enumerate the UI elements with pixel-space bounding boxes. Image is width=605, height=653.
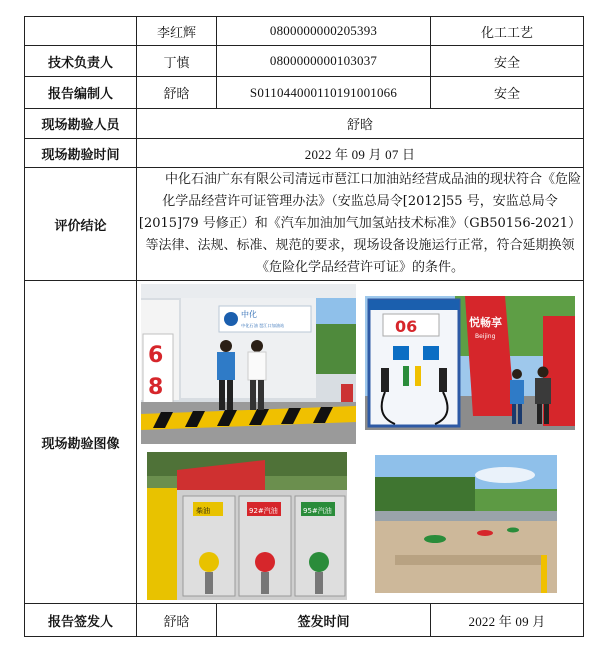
tech-lead-field: 安全 (431, 46, 584, 77)
inspectors-value: 舒晗 (137, 109, 584, 139)
table-row (25, 77, 584, 109)
images-cell (137, 281, 584, 604)
conclusion-label: 评价结论 (25, 168, 137, 281)
images-label: 现场勘验图像 (25, 281, 137, 604)
photo-station-building-image (141, 284, 356, 444)
evaluation-form-table (24, 16, 584, 637)
wall-station-text: 中化石油 琶江口加油站 (241, 323, 285, 328)
price-sign-top: 6 (148, 343, 164, 368)
tech-lead-cert: 0800000000103037 (217, 46, 431, 77)
inspect-time-label: 现场勘验时间 (25, 139, 137, 168)
photo-tank-area-image (375, 455, 557, 593)
compiler-label: 报告编制人 (25, 77, 137, 109)
table-row (25, 17, 584, 46)
table-row (25, 604, 584, 637)
specialty: 化工工艺 (431, 17, 584, 46)
issue-date-label: 签发时间 (217, 604, 431, 637)
cert-number: 0800000000205393 (217, 17, 431, 46)
banner-sub: Beijing (475, 333, 496, 340)
person-name: 李红辉 (137, 17, 217, 46)
signer-label: 报告签发人 (25, 604, 137, 637)
blank-label-cell (25, 17, 137, 46)
signer-name: 舒晗 (137, 604, 217, 637)
photo-tank-manifold (147, 452, 347, 600)
compiler-field: 安全 (431, 77, 584, 109)
inspectors-label: 现场勘验人员 (25, 109, 137, 139)
tech-lead-label: 技术负责人 (25, 46, 137, 77)
conclusion-text: 中化石油广东有限公司清远市琶江口加油站经营成品油的现状符合《危险化学品经营许可证管理办法》（安监总局令[2012]55 号，安监总局令[2015]79 号修正）和《汽车加油加气加氢站技术标准》（GB50156-2021）等法律、法规、标准、规范的要求，现场设备设施运行正常，符合延期换领《危险化学品经营许可证》的条件。 (137, 168, 584, 281)
compiler-cert: S011044000110191001066 (217, 77, 431, 109)
wall-brand-text: 中化 (241, 310, 257, 319)
photo-tank-area (375, 455, 557, 593)
price-sign-bottom: 8 (148, 375, 164, 400)
tank-label-1: 柴油 (196, 507, 210, 515)
tech-lead-name: 丁慎 (137, 46, 217, 77)
tank-label-3: 95#汽油 (303, 507, 332, 515)
compiler-name: 舒晗 (137, 77, 217, 109)
banner-text: 悦畅享 (469, 316, 502, 329)
table-row (25, 139, 584, 168)
table-row (25, 109, 584, 139)
table-row (25, 281, 584, 604)
table-row (25, 168, 584, 281)
tank-label-2: 92#汽油 (249, 507, 278, 515)
photo-grid (137, 282, 584, 602)
issue-date-value: 2022 年 09 月 (431, 604, 584, 637)
pump-display-text: 06 (395, 317, 418, 336)
inspect-time-value: 2022 年 09 月 07 日 (137, 139, 584, 168)
photo-fuel-dispenser (365, 296, 575, 430)
photo-fuel-dispenser-image (365, 296, 575, 430)
table-row (25, 46, 584, 77)
photo-station-building (141, 284, 356, 444)
photo-tank-manifold-image (147, 452, 347, 600)
